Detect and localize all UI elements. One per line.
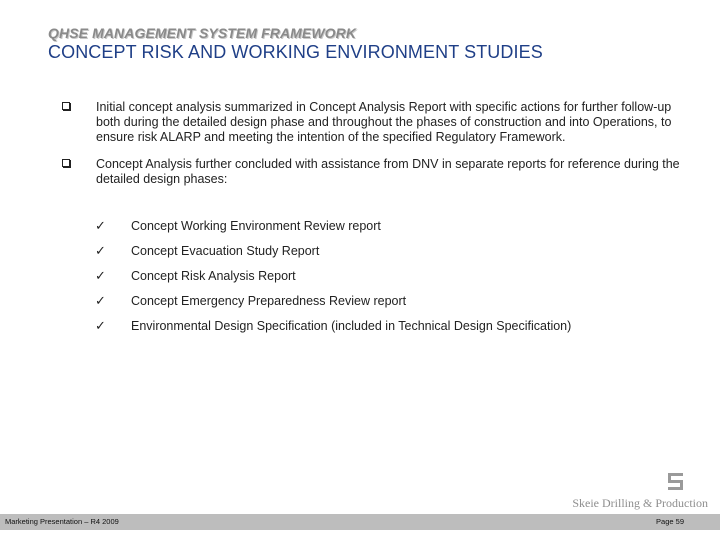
checkmark-icon: ✓ (95, 218, 106, 233)
report-checklist (95, 216, 695, 341)
slide-title: CONCEPT RISK AND WORKING ENVIRONMENT STUDIES (48, 42, 543, 62)
report-label: Concept Working Environment Review report (131, 219, 381, 233)
report-label: Concept Emergency Preparedness Review report (131, 294, 407, 308)
page-number: Page 59 (656, 517, 684, 526)
report-item (95, 241, 695, 266)
footer-presentation-label: Marketing Presentation – R4 2009 (5, 517, 119, 526)
checkmark-icon: ✓ (95, 268, 106, 283)
footer-bar (0, 514, 720, 530)
report-label: Concept Risk Analysis Report (131, 269, 296, 283)
bullet-item (62, 157, 692, 187)
bullet-list (62, 100, 692, 187)
checkmark-icon: ✓ (95, 243, 106, 258)
section-kicker: QHSE MANAGEMENT SYSTEM FRAMEWORK (48, 25, 357, 41)
bullet-item (62, 100, 692, 145)
report-item (95, 291, 695, 316)
skeie-logo-icon (666, 472, 686, 492)
checkmark-icon: ✓ (95, 318, 106, 333)
report-item (95, 316, 695, 341)
report-label: Environmental Design Specification (included in Technical Design Specification) (131, 319, 572, 333)
checkmark-icon: ✓ (95, 293, 106, 308)
report-label: Concept Evacuation Study Report (131, 244, 320, 258)
square-bullet-icon (62, 159, 70, 167)
report-item (95, 266, 695, 291)
brand-name: Skeie Drilling & Production (572, 496, 708, 510)
bullet-text: Initial concept analysis summarized in Concept Analysis Report with specific actions for further follow-up both during the detailed design phase and throughout the phases of construction and into Operations, to ensure risk ALARP and meeting the intention of the specified Regulatory Framework. (96, 100, 672, 144)
bullet-text: Concept Analysis further concluded with assistance from DNV in separate reports for reference during the detailed design phases: (96, 157, 680, 186)
report-item (95, 216, 695, 241)
square-bullet-icon (62, 102, 70, 110)
